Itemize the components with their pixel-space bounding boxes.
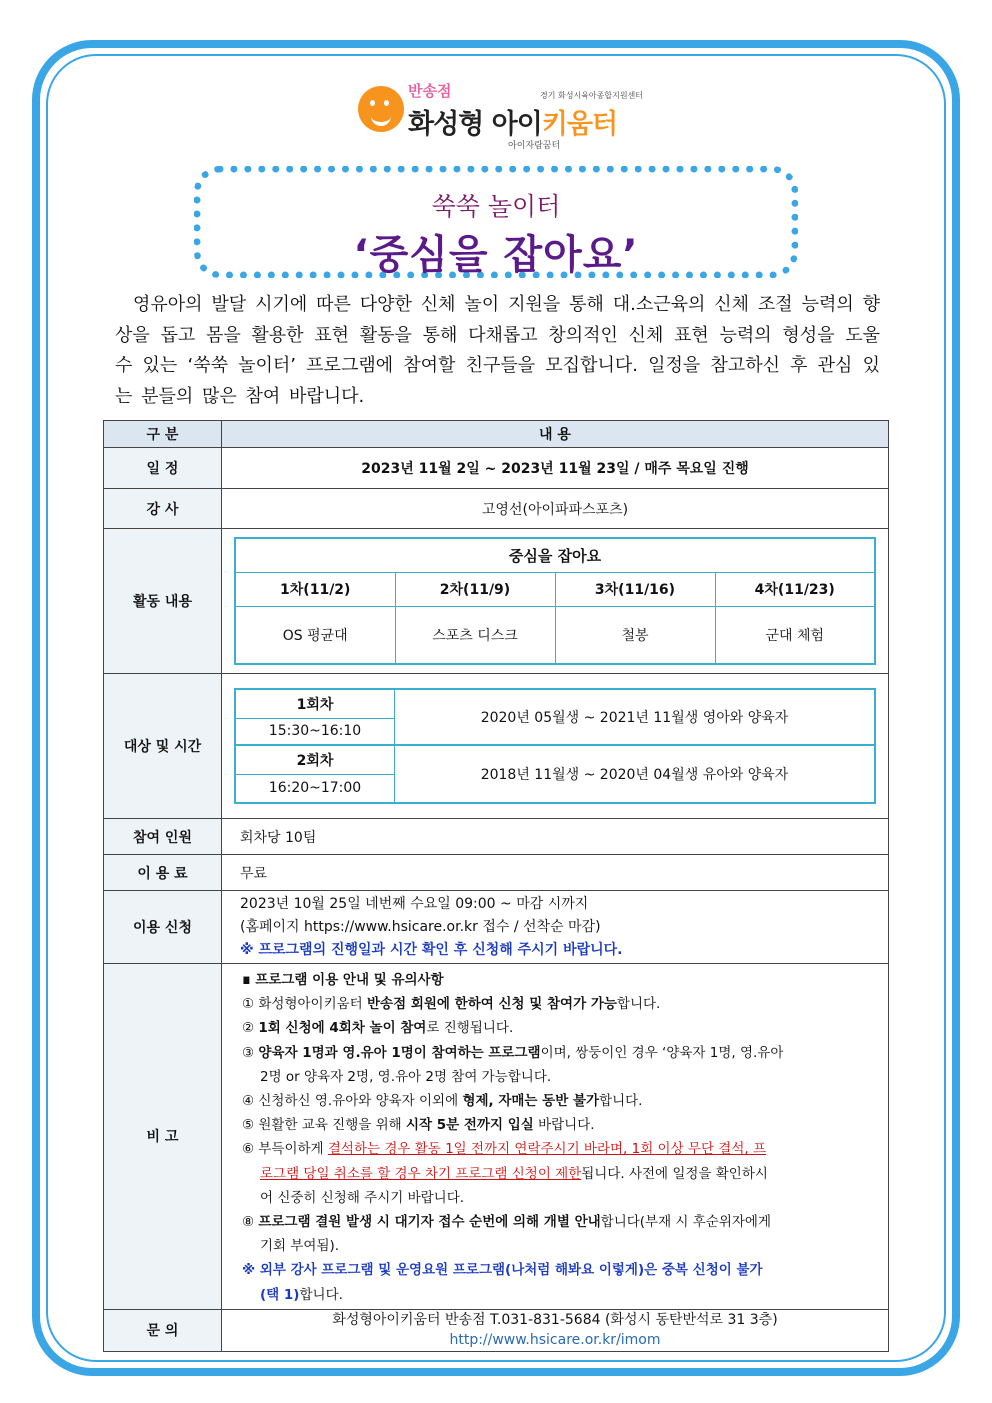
note-item: ※ 외부 강사 프로그램 및 운영요원 프로그램(나처럼 해봐요 이렇게)은 중복 신청이 불가 (택 1)합니다.	[242, 1262, 763, 1303]
note-item: ⑤ 원활한 교육 진행을 위해 시작 5분 전까지 입실 바랍니다.	[242, 1117, 595, 1134]
note-item: ⑧ 프로그램 결원 발생 시 대기자 접수 순번에 의해 개별 안내합니다(부재 시 후순위자에게 기회 부여됨).	[242, 1214, 771, 1255]
round-time: 16:20~17:00	[235, 774, 395, 803]
contact-label: 문 의	[104, 1309, 222, 1351]
note-item: ⑥ 부득이하게 결석하는 경우 활동 1일 전까지 연락주시기 바라며, 1회 이상 무단 결석, 프 로그램 당일 취소를 할 경우 차기 프로그램 신청이 제한됩니다. 사전에 일정을 확인하시 어 신중히 신청해 주시기 바랍니다.	[242, 1141, 768, 1206]
round-time: 15:30~16:10	[235, 718, 395, 745]
note-item: ② 1회 신청에 4회차 놀이 참여로 진행됩니다.	[242, 1020, 514, 1037]
contact-link[interactable]: http://www.hsicare.or.kr/imom	[449, 1332, 661, 1349]
session-content: 철봉	[555, 606, 715, 664]
target-table	[234, 688, 876, 804]
info-table	[103, 420, 889, 1352]
session-content: 스포츠 디스크	[395, 606, 555, 664]
fee-value: 무료	[222, 855, 889, 891]
session-content: OS 평균대	[235, 606, 395, 664]
session-label: 4차(11/23)	[715, 572, 875, 606]
people-value: 회차당 10팀	[222, 819, 889, 855]
header-content: 내 용	[222, 421, 889, 448]
apply-notice: ※ 프로그램의 진행일과 시간 확인 후 신청해 주시기 바랍니다.	[240, 941, 623, 958]
note-item: ③ 양육자 1명과 영.유아 1명이 참여하는 프로그램이며, 쌍둥이인 경우 ‘양육자 1명, 영.유아 2명 or 양육자 2명, 영.유아 2명 참여 가능합니다.	[242, 1044, 784, 1085]
center-logo	[358, 76, 648, 156]
logo-branch: 반송점	[408, 82, 452, 100]
apply-cell	[222, 891, 889, 964]
header-category: 구 분	[104, 421, 222, 448]
target-cell	[222, 674, 889, 819]
logo-face-icon	[358, 86, 404, 132]
logo-sub: 아이자람꿈터	[508, 141, 561, 151]
activity-cell	[222, 529, 889, 674]
apply-label: 이용 신청	[104, 891, 222, 964]
note-item: ④ 신청하신 영.유아와 양육자 이외에 형제, 자매는 동반 불가합니다.	[242, 1093, 643, 1110]
apply-period: 2023년 10월 25일 네번째 수요일 09:00 ~ 마감 시까지	[240, 895, 589, 912]
session-label: 1차(11/2)	[235, 572, 395, 606]
logo-org: 경기 화성시육아종합지원센터	[540, 91, 644, 100]
target-desc: 2018년 11월생 ~ 2020년 04월생 유아와 양육자	[395, 745, 876, 803]
people-label: 참여 인원	[104, 819, 222, 855]
note-label: 비 고	[104, 964, 222, 1310]
contact-cell	[222, 1309, 889, 1351]
activity-table	[234, 537, 876, 665]
apply-method: (홈페이지 https://www.hsicare.or.kr 접수 / 선착순 마감)	[240, 918, 601, 935]
round-label: 2회차	[235, 745, 395, 774]
activity-label: 활동 내용	[104, 529, 222, 674]
note-heading: ∎ 프로그램 이용 안내 및 유의사항	[242, 972, 444, 988]
session-label: 3차(11/16)	[555, 572, 715, 606]
session-label: 2차(11/9)	[395, 572, 555, 606]
fee-label: 이 용 료	[104, 855, 222, 891]
activity-title: 중심을 잡아요	[235, 538, 875, 572]
target-desc: 2020년 05월생 ~ 2021년 11월생 영아와 양육자	[395, 689, 876, 745]
logo-name: 화성형 아이키움터	[408, 109, 618, 140]
round-label: 1회차	[235, 689, 395, 718]
contact-info: 화성형아이키움터 반송점 T.031-831-5684 (화성시 동탄반석로 31 3층)	[332, 1312, 778, 1329]
note-cell	[222, 964, 889, 1310]
teacher-value: 고영선(아이파파스포츠)	[222, 489, 889, 529]
session-content: 군대 체험	[715, 606, 875, 664]
program-subtitle: 쑥쑥 놀이터	[431, 192, 561, 221]
schedule-value: 2023년 11월 2일 ~ 2023년 11월 23일 / 매주 목요일 진행	[222, 448, 889, 489]
target-label: 대상 및 시간	[104, 674, 222, 819]
schedule-label: 일 정	[104, 448, 222, 489]
title-box	[194, 166, 798, 278]
note-item: ① 화성형아이키움터 반송점 회원에 한하여 신청 및 참여가 가능합니다.	[242, 996, 661, 1013]
teacher-label: 강 사	[104, 489, 222, 529]
program-title: ‘중심을 잡아요’	[353, 232, 639, 278]
intro-paragraph: 영유아의 발달 시기에 따른 다양한 신체 놀이 지원을 통해 대.소근육의 신체 조절 능력의 향상을 돕고 몸을 활용한 표현 활동을 통해 다채롭고 창의적인 신체 표현 능력의 형성을 도울 수 있는 ‘쑥쑥 놀이터’ 프로그램에 참여할 친구들을 모집합니다. 일정을 참고하신 후 관심 있는 분들의 많은 참여 바랍니다.	[115, 294, 880, 407]
